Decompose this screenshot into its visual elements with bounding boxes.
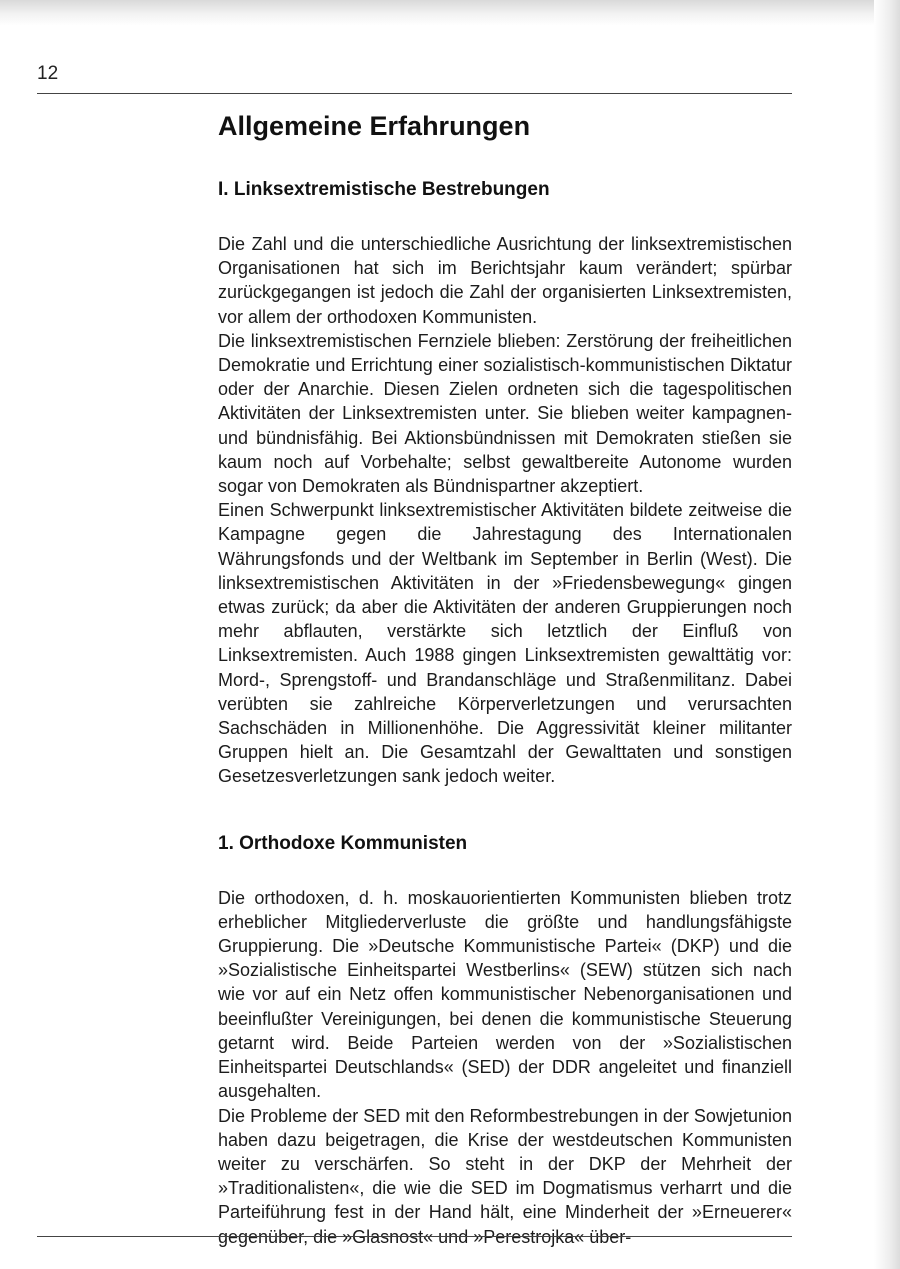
page-content (218, 108, 792, 1249)
subsection-paragraph-2: Die Probleme der SED mit den Reformbestrebungen in der Sowjetunion haben dazu beigetragen, die Krise der westdeutschen Kommunisten weiter zu verschärfen. So steht in der DKP der Mehrheit der »Traditionalisten«, die wie die SED im Dogmatismus verharrt und die Parteiführung fest in der Hand hält, eine Minderheit der »Erneuerer« gegenüber, die »Glasnost« und »Perestrojka« über- (218, 1105, 792, 1247)
section-body (218, 232, 792, 789)
footer-rule (37, 1236, 792, 1237)
section-paragraph-3: Einen Schwerpunkt linksextremistischer Aktivitäten bildete zeitweise die Kampagne gegen die Jahrestagung des Internationalen Währungsfonds und der Weltbank im September in Berlin (West). Die linksextremistischen Aktivitäten in der »Friedensbewegung« gingen etwas zurück; da aber die Aktivitäten der anderen Gruppierungen noch mehr abflauten, verstärkte sich letztlich der Einfluß von Linksextremisten. Auch 1988 gingen Linksextremisten gewalttätig vor: Mord-, Sprengstoff- und Brandanschläge und Straßenmilitanz. Dabei verübten sie zahlreiche Körperverletzungen und verursachten Sachschäden in Millionenhöhe. Die Aggressivität kleiner militanter Gruppen hielt an. Die Gesamtzahl der Gewalttaten und sonstigen Gesetzesverletzungen sank jedoch weiter. (218, 500, 792, 787)
subsection-body (218, 886, 792, 1249)
scan-shadow-right (874, 0, 900, 1269)
subsection-heading: 1. Orthodoxe Kommunisten (218, 832, 468, 854)
page-title: Allgemeine Erfahrungen (218, 111, 531, 141)
page-number: 12 (37, 63, 59, 84)
section-paragraph-2: Die linksextremistischen Fernziele blieben: Zerstörung der freiheitlichen Demokratie und Errichtung einer sozialistisch-kommunistischen Diktatur oder der Anarchie. Diesen Zielen ordneten sich die tagespolitischen Aktivitäten der Linksextremisten unter. Sie blieben weiter kampagnen- und bündnisfähig. Bei Aktionsbündnissen mit Demokraten stießen sie kaum noch auf Vorbehalte; selbst gewaltbereite Autonome wurden sogar von Demokraten als Bündnispartner akzeptiert. (218, 330, 792, 497)
section-heading: I. Linksextremistische Bestrebungen (218, 179, 550, 200)
header-rule (37, 93, 792, 94)
section-paragraph-1: Die Zahl und die unterschiedliche Ausrichtung der linksextremistischen Organisationen hat sich im Berichtsjahr kaum verändert; spürbar zurückgegangen ist jedoch die Zahl der organisierten Linksextremisten, vor allem der orthodoxen Kommunisten. (218, 234, 792, 327)
scan-shadow-top (0, 0, 900, 26)
subsection-paragraph-1: Die orthodoxen, d. h. moskauorientierten Kommunisten blieben trotz erheblicher Mitgliederverluste die größte und handlungsfähigste Gruppierung. Die »Deutsche Kommunistische Partei« (DKP) und die »Sozialistische Einheitspartei Westberlins« (SEW) stützen sich nach wie vor auf ein Netz offen kommunistischer Nebenorganisationen und beeinflußter Vereinigungen, bei denen die kommunistische Steuerung getarnt wird. Beide Parteien werden von der »Sozialistischen Einheitspartei Deutschlands« (SED) der DDR angeleitet und finanziell ausgehalten. (218, 887, 792, 1102)
